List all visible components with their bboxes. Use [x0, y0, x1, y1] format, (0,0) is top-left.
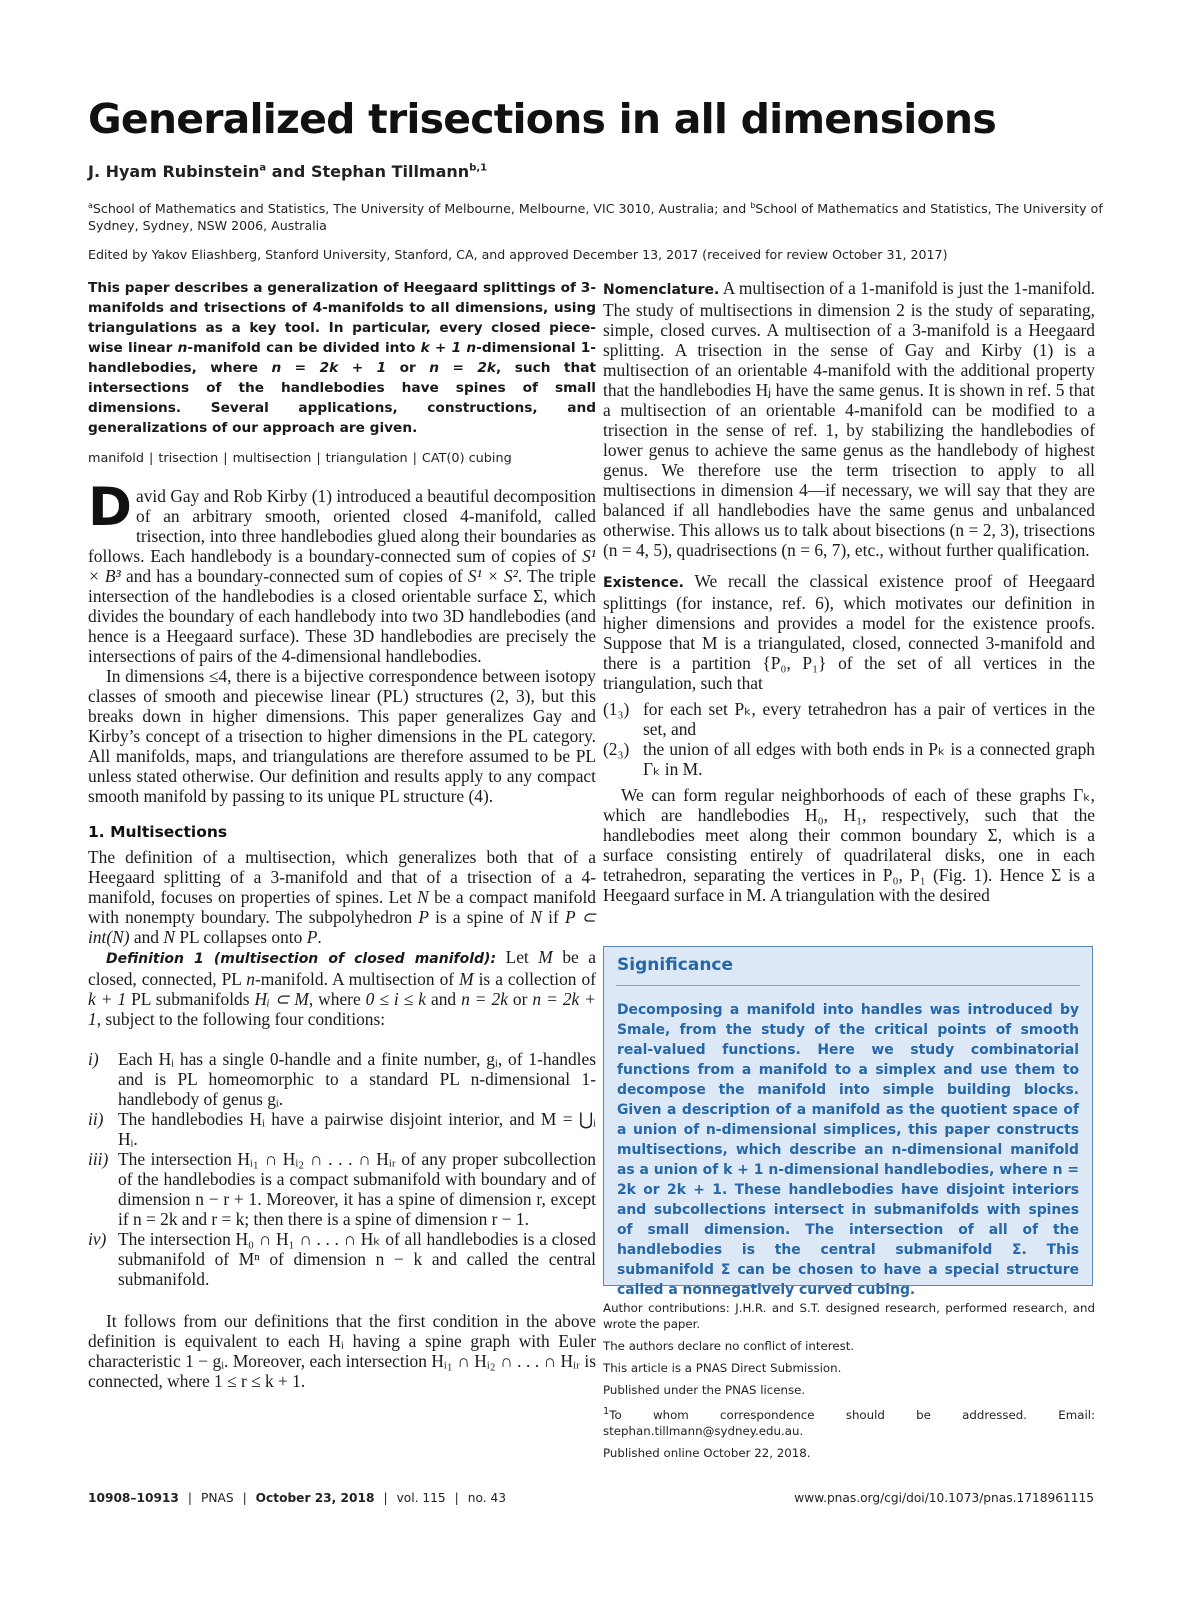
affiliation-marker: b,1: [469, 162, 488, 174]
run-in-heading: Nomenclature.: [603, 282, 720, 298]
keyword: trisection: [158, 451, 219, 466]
affiliation-text: School of Mathematics and Statistics, The University of Sydney, Sydney, NSW 2006, Australia: [88, 201, 1103, 234]
right-column: [603, 278, 1095, 905]
math-var: M: [538, 947, 553, 967]
abstract-text: or: [386, 360, 430, 376]
condition-text: The handlebodies Hᵢ have a pairwise disjoint interior, and M = ⋃ᵢ Hᵢ.: [118, 1109, 596, 1149]
author-name: J. Hyam Rubinstein: [88, 162, 260, 181]
body-text: be a compact manifold with nonempty boundary. The subpolyhedron: [88, 887, 596, 927]
definition: [88, 947, 596, 1029]
body-text: The definition of a multisection, which generalizes both that of a Heegaard splitting of a 3-manifold and that of a trisection of a 4-manifold, focuses on properties of spines. Let: [88, 847, 596, 907]
run-in-heading: Existence.: [603, 575, 684, 591]
math-expression: S¹ × S²: [467, 566, 518, 586]
body-text: be a closed, connected, PL: [88, 947, 596, 989]
drop-cap: D: [88, 477, 132, 538]
abstract-text: -dimensional 1-handlebodies, where: [88, 340, 596, 376]
correspondence-note: [603, 1404, 1095, 1439]
body-text: , where: [308, 989, 366, 1009]
math-expression: S¹ × B³: [88, 546, 596, 586]
body-text: and: [425, 989, 462, 1009]
divider: [616, 985, 1080, 986]
math-var: N: [417, 887, 429, 907]
author-conjunction: and: [266, 162, 311, 181]
body-text: .: [317, 927, 322, 947]
math-expression: Hᵢ ⊂ M: [254, 989, 309, 1009]
math-expression: k + 1: [88, 989, 127, 1009]
section-paragraph: [88, 847, 596, 947]
math-var: P: [306, 927, 318, 947]
body-text: A multisection of a 1-manifold is just the 1-manifold. The study of multisections in dimension 2 is the study of separating, simple, closed curves. A multisection of a 3-manifold is a Heegaard splitting. A trisection in the sense of Gay and Kirby (1) is a multisection of an orientable 4-manifold with the additional property that the handlebodies Hⱼ have the same genus. It is shown in ref. 5 that a multisection of an orientable 4-manifold can be modified to a trisection in the sense of ref. 1, by stabilizing the handlebodies of lower genus to achieve the same genus as the handlebody of highest genus. We therefore use the term trisection to apply to all multisections in dimension 4—if necessary, we will say that they are balanced if all handlebodies have the same genus and unbalanced otherwise. This allows us to talk about bisections (n = 2, 3), trisections (n = 4, 5), quadrisections (n = 6, 7), etc., without further qualification.: [603, 278, 1095, 560]
affiliations: [88, 197, 1128, 234]
editor-line: Edited by Yakov Eliashberg, Stanford University, Stanford, CA, and approved December 13, 2017 (received for review October 31, 2017): [88, 247, 948, 262]
volume: vol. 115: [396, 1491, 446, 1505]
math-expression: P ⊂ int(N): [88, 907, 596, 947]
keywords: manifold | trisection | multisection | triangulation | CAT(0) cubing: [88, 451, 512, 466]
nomenclature-paragraph: [603, 278, 1095, 560]
body-text: . The triple intersection of the handlebodies is a closed orientable surface Σ, which divides the boundary of each handlebody into two 3D handlebodies (and hence is a Heegaard surface). These 3D handlebodies are precisely the intersections of pairs of the 4-dimensional handlebodies.: [88, 566, 597, 666]
math-equation: n = 2k + 1: [271, 360, 387, 376]
math-var: M: [459, 969, 474, 989]
section-heading: 1. Multisections: [88, 823, 228, 841]
doi-link[interactable]: www.pnas.org/cgi/doi/10.1073/pnas.1718961115: [794, 1491, 1094, 1505]
license-note: Published under the PNAS license.: [603, 1383, 806, 1397]
existence-paragraph: [603, 571, 1095, 693]
footer-citation: 10908–10913 | PNAS | October 23, 2018 | vol. 115 | no. 43: [88, 1491, 506, 1505]
paper-title: Generalized trisections in all dimensions: [88, 95, 996, 143]
body-text: is a spine of: [428, 907, 531, 927]
section-paragraph: It follows from our definitions that the first condition in the above definition is equivalent to each Hᵢ having a spine graph with Euler characteristic 1 − gᵢ. Moreover, each intersection Hᵢ₁ ∩ Hᵢ₂ ∩ . . . ∩ Hᵢᵣ is connected, where 1 ≤ r ≤ k + 1.: [88, 1311, 596, 1391]
author-contributions: Author contributions: J.H.R. and S.T. designed research, performed research, and wrote the paper.: [603, 1301, 1095, 1331]
affiliation-marker: b: [750, 201, 756, 210]
condition-list: [603, 699, 1095, 779]
issue-number: no. 43: [467, 1491, 506, 1505]
math-var: N: [163, 927, 175, 947]
body-text: is a collection of: [473, 969, 596, 989]
condition-label: (2₃): [603, 739, 630, 759]
journal-name: PNAS: [201, 1491, 234, 1505]
issue-date: October 23, 2018: [255, 1491, 375, 1505]
abstract-text: , such that intersections of the handlebodies have spines of small dimensions. Several applications, constructions, and generalizations of our approach are given.: [88, 360, 596, 436]
math-var: P: [418, 907, 429, 927]
keyword: multisection: [232, 451, 312, 466]
math-expression: 0 ≤ i ≤ k: [365, 989, 426, 1009]
keyword: triangulation: [325, 451, 408, 466]
left-column: [88, 278, 596, 1391]
keyword: manifold: [88, 451, 144, 466]
condition-text: The intersection Hᵢ₁ ∩ Hᵢ₂ ∩ . . . ∩ Hᵢᵣ of any proper subcollection of the handlebodies is a compact submanifold with boundary and of dimension n − r + 1. Moreover, it has a spine of dimension r, except if n = 2k and r = k; then there is a spine of dimension r − 1.: [118, 1149, 596, 1229]
condition-list: [88, 1049, 596, 1289]
math-n: n: [466, 340, 477, 356]
existence-paragraph: We can form regular neighborhoods of each of these graphs Γₖ, which are handlebodies H₀, H₁, respectively, such that the handlebodies meet along their common boundary Σ, which is a surface consisting entirely of quadrilateral disks, one in each tetrahedron, separating the vertices in P₀, P₁ (Fig. 1). Hence Σ is a Heegaard surface in M. A triangulation with the desired: [603, 785, 1095, 905]
significance-text: Decomposing a manifold into handles was introduced by Smale, from the study of the critical points of smooth real-valued functions. Here we study combinatorial functions from a manifold to a simplex and use them to decompose the manifold into simple building blocks. Given a description of a manifold as the quotient space of a union of n-dimensional simplices, this paper constructs multisections, which describe an n-dimensional manifold as a union of k + 1 n-dimensional handlebodies, where n = 2k or 2k + 1. These handlebodies have disjoint interiors and subcollections intersect in submanifolds with spines of small dimension. The intersection of all of the handlebodies is the central submanifold Σ. This submanifold Σ can be chosen to have a special structure called a nonnegatively curved cubing.: [617, 1002, 1079, 1298]
condition-text: for each set Pₖ, every tetrahedron has a pair of vertices in the set, and: [643, 699, 1095, 739]
math-k-plus-1: k + 1: [420, 340, 462, 356]
math-expression: n = 2k: [461, 989, 508, 1009]
affiliation-text: School of Mathematics and Statistics, The University of Melbourne, Melbourne, VIC 3010, Australia; and: [92, 201, 751, 217]
condition-label: i): [88, 1049, 99, 1069]
footnote-marker: 1: [603, 1406, 610, 1417]
math-n: n: [177, 340, 188, 356]
body-text: -manifold. A multisection of: [255, 969, 460, 989]
abstract-text: -manifold can be divided into: [187, 340, 421, 356]
abstract: [88, 278, 596, 438]
publication-date: Published online October 22, 2018.: [603, 1445, 811, 1460]
affiliation-marker: a: [259, 162, 267, 174]
definition-heading: Definition 1 (multisection of closed manifold):: [106, 951, 497, 967]
condition-item: [88, 1049, 596, 1109]
condition-label: iii): [88, 1149, 109, 1169]
author-name: Stephan Tillmann: [310, 162, 470, 181]
page-range: 10908–10913: [88, 1491, 179, 1505]
condition-item: [88, 1109, 596, 1149]
affiliation-marker: a: [88, 201, 93, 210]
math-equation: n = 2k: [429, 360, 497, 376]
body-text: PL submanifolds: [126, 989, 255, 1009]
footnotes: [603, 1300, 1095, 1467]
intro-paragraph: In dimensions ≤4, there is a bijective correspondence between isotopy classes of smooth and piecewise linear (PL) structures (2, 3), but this breaks down in higher dimensions. This paper generalizes Gay and Kirby’s concept of a trisection to higher dimensions in the PL category. All manifolds, maps, and triangulations are therefore assumed to be PL unless stated otherwise. Our definition and results apply to any compact smooth manifold by passing to its unique PL structure (4).: [88, 666, 596, 806]
abstract-text: This paper describes a generalization of Heegaard splittings of 3-manifolds and trisections of 4-manifolds to all dimensions, using triangulations as a key tool. In particular, every closed piece-wise linear: [88, 280, 596, 356]
conflict-statement: The authors declare no conflict of interest.: [603, 1339, 855, 1353]
body-text: , subject to the following four conditions:: [96, 1009, 386, 1029]
condition-label: (1₃): [603, 699, 630, 719]
condition-text: The intersection H₀ ∩ H₁ ∩ . . . ∩ Hₖ of all handlebodies is a closed submanifold of Mⁿ of dimension n − k and called the central submanifold.: [118, 1229, 596, 1289]
condition-label: ii): [88, 1109, 104, 1129]
body-text: if: [541, 907, 565, 927]
condition-text: Each Hᵢ has a single 0-handle and a finite number, gᵢ, of 1-handles and is PL homeomorphic to a standard PL n-dimensional 1-handlebody of genus gᵢ.: [118, 1049, 596, 1109]
keyword: CAT(0) cubing: [421, 451, 512, 466]
condition-item: [88, 1149, 596, 1229]
math-var: n: [246, 969, 255, 989]
condition-item: [603, 699, 1095, 739]
correspondence-text: To whom correspondence should be addressed. Email: stephan.tillmann@sydney.edu.au.: [603, 1407, 1095, 1438]
significance-title: Significance: [617, 955, 734, 975]
submission-note: This article is a PNAS Direct Submission.: [603, 1361, 842, 1375]
condition-label: iv): [88, 1229, 107, 1249]
condition-item: [603, 739, 1095, 779]
body-text: We recall the classical existence proof of Heegaard splittings (for instance, ref. 6), which motivates our definition in higher dimensions and provides a model for the existence proofs. Suppose that M is a triangulated, closed, connected 3-manifold and there is a partition {P₀, P₁} of the set of all vertices in the triangulation, such that: [603, 571, 1095, 693]
significance-box: [603, 946, 1093, 1298]
intro-paragraph: [88, 477, 597, 666]
body-text: and has a boundary-connected sum of copies of: [120, 566, 468, 586]
body-text: Let: [496, 947, 539, 967]
math-var: N: [530, 907, 542, 927]
author-line: [88, 162, 1118, 181]
body-text: avid Gay and Rob Kirby (1) introduced a beautiful decomposition of an arbitrary smooth, oriented closed 4-manifold, called trisection, into three handlebodies glued along their boundaries as follows. Each handlebody is a boundary-connected sum of copies of: [88, 486, 596, 566]
body-text: and: [129, 927, 164, 947]
body-text: PL collapses onto: [174, 927, 307, 947]
condition-text: the union of all edges with both ends in Pₖ is a connected graph Γₖ in M.: [643, 739, 1095, 779]
body-text: or: [507, 989, 533, 1009]
math-expression: n = 2k + 1: [88, 989, 596, 1029]
condition-item: [88, 1229, 596, 1289]
